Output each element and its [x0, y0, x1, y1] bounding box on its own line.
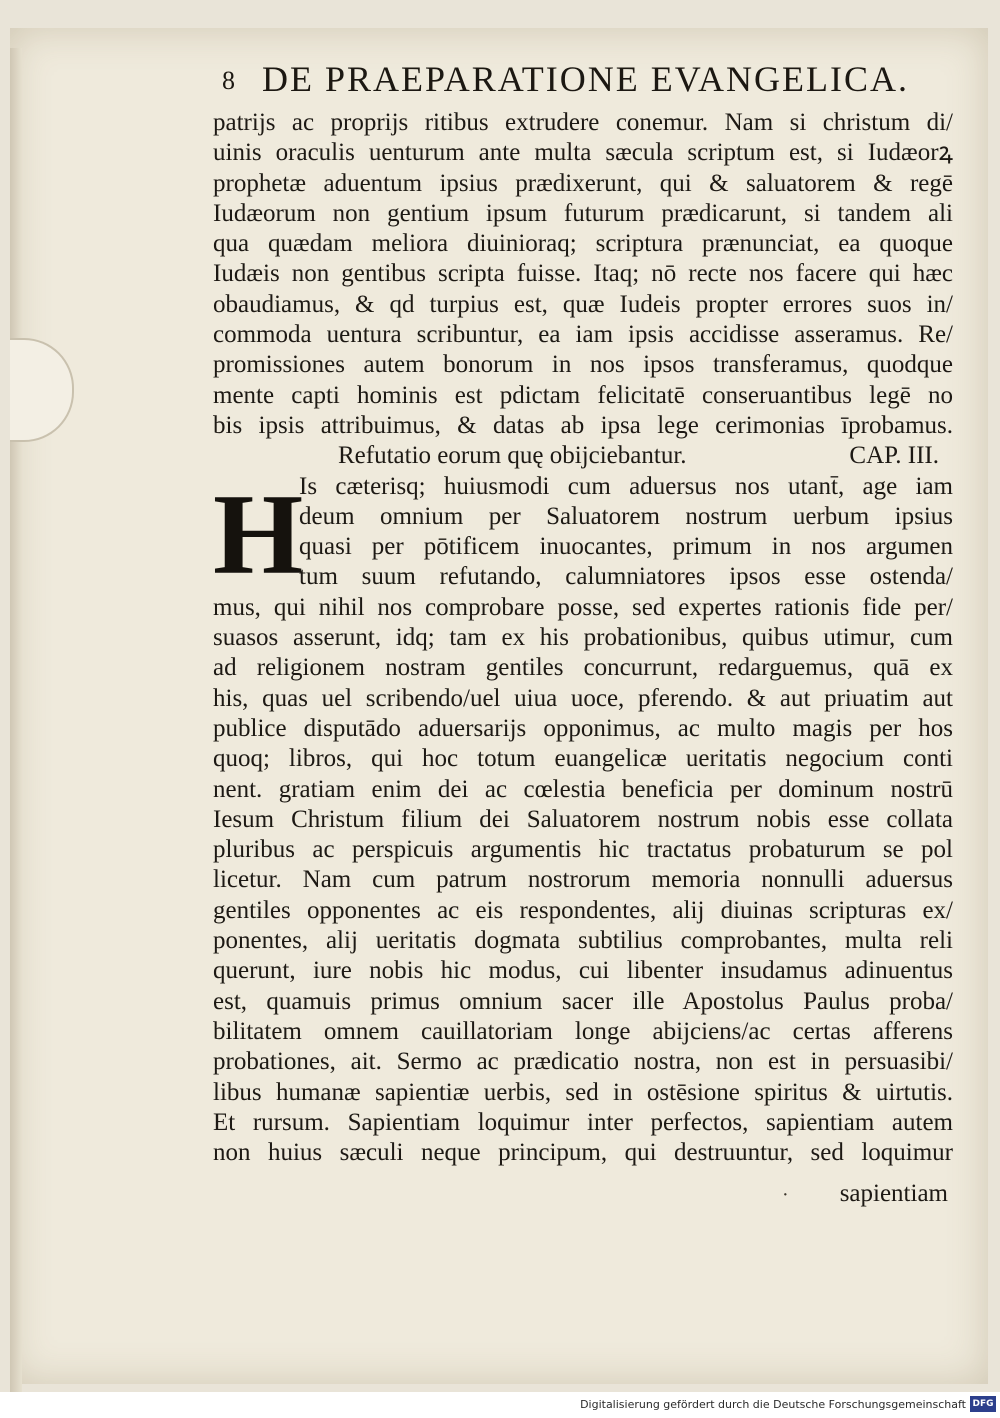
margin-mark: · [782, 1184, 789, 1206]
text-line: mus, qui nihil nos comprobare posse, sed expertes rationis fide per/ [213, 593, 953, 621]
text-line: quasi per pōtificem inuocantes, primum in nos argumen [299, 533, 953, 561]
text-line: bilitatem omnem cauillatoriam longe abijciens/ac certas afferens [213, 1017, 953, 1045]
text-line: bis ipsis attribuimus, & datas ab ipsa lege cerimonias īprobamus. [213, 411, 953, 439]
text-line: his, quas uel scribendo/uel uiua uoce, pferendo. & aut priuatim aut [213, 684, 953, 712]
text-line: quoq; libros, qui hoc totum euangelicæ ueritatis negocium conti [213, 745, 953, 773]
running-title: DE PRAEPARATIONE EVANGELICA. [262, 59, 910, 99]
decorated-initial: H [213, 471, 304, 599]
text-line: patrijs ac proprijs ritibus extrudere conemur. Nam si christum di/ [213, 109, 953, 136]
text-line: qua quædam meliora diuinioraq; scriptura prænunciat, ea quoque [213, 230, 953, 258]
text-line: libus humanæ sapientiæ uerbis, sed in ostēsione spiritus & uirtutis. [213, 1078, 953, 1106]
funding-credit: Digitalisierung gefördert durch die Deutsche Forschungsgemeinschaft [580, 1398, 966, 1411]
text-line: probationes, ait. Sermo ac prædicatio nostra, non est in persuasibi/ [213, 1048, 953, 1076]
text-line: Iudæorum non gentium ipsum futurum prædicarunt, si tandem ali [213, 199, 953, 227]
text-line: obaudiamus, & qd turpius est, quæ Iudeis propter errores suos in/ [213, 290, 953, 318]
text-line: uinis oraculis uenturum ante multa sæcula scriptum est, si Iudæorꝝ [213, 139, 953, 167]
body-text [213, 108, 953, 1168]
text-line: querunt, iure nobis hic modus, cui libenter insudamus adinuentus [213, 957, 953, 985]
text-line: promissiones autem bonorum in nos ipsos transferamus, quodque [213, 351, 953, 379]
text-line: Et rursum. Sapientiam loquimur inter perfectos, sapientiam autem [213, 1108, 953, 1136]
text-line: deum omnium per Saluatorem nostrum uerbum ipsius [299, 502, 953, 530]
text-line: tum suum refutando, calumniatores ipsos esse ostenda/ [299, 563, 953, 591]
footer-bar [0, 1392, 1000, 1418]
page-number: 8 [222, 66, 235, 95]
text-line: gentiles opponentes ac eis respondentes, alij diuinas scripturas ex/ [213, 896, 953, 924]
text-line: publice disputādo aduersarijs opponimus, ac multo magis per hos [213, 714, 953, 742]
text-line: Iesum Christum filium dei Saluatorem nostrum nobis esse collata [213, 805, 953, 833]
text-line: licetur. Nam cum patrum nostrorum memoria nonnulli aduersus [213, 866, 953, 894]
text-line: est, quamuis primus omnium sacer ille Apostolus Paulus proba/ [213, 987, 953, 1015]
catchword: sapientiam [839, 1180, 948, 1207]
text-line: non huius sæculi neque principum, qui destruuntur, sed loquimur [213, 1139, 953, 1167]
chapter-title: Refutatio eorum quę obijciebantur. [338, 442, 687, 470]
chapter-heading [213, 441, 953, 471]
page-edge [10, 48, 22, 1408]
text-line: ad religionem nostram gentiles concurrunt, redarguemus, quā ex [213, 654, 953, 682]
text-line: ponentes, alij ueritatis dogmata subtilius comprobantes, multa reli [213, 927, 953, 955]
text-line: nent. gratiam enim dei ac cœlestia beneficia per dominum nostrū [213, 775, 953, 803]
dfg-logo-icon: DFG [970, 1396, 996, 1412]
text-line: prophetæ aduentum ipsius prædixerunt, qui & saluatorem & regē [213, 169, 953, 197]
text-line: pluribus ac perspicuis argumentis hic tractatus probaturum se pol [213, 836, 953, 864]
page-clip [10, 338, 74, 442]
page-header [222, 58, 982, 98]
text-line: commoda uentura scribuntur, ea iam ipsis accidisse asseramus. Re/ [213, 321, 953, 349]
text-line: Iudæis non gentibus scripta fuisse. Itaq; nō recte nos facere qui hæc [213, 260, 953, 288]
text-line: suasos asserunt, idq; tam ex his probationibus, quibus utimur, cum [213, 624, 953, 652]
text-line: mente capti hominis est pdictam felicitatē conseruantibus legē no [213, 381, 953, 409]
text-line: Is cæterisq; huiusmodi cum aduersus nos utant̄, age iam [299, 472, 953, 500]
chapter-number: CAP. III. [849, 442, 939, 470]
